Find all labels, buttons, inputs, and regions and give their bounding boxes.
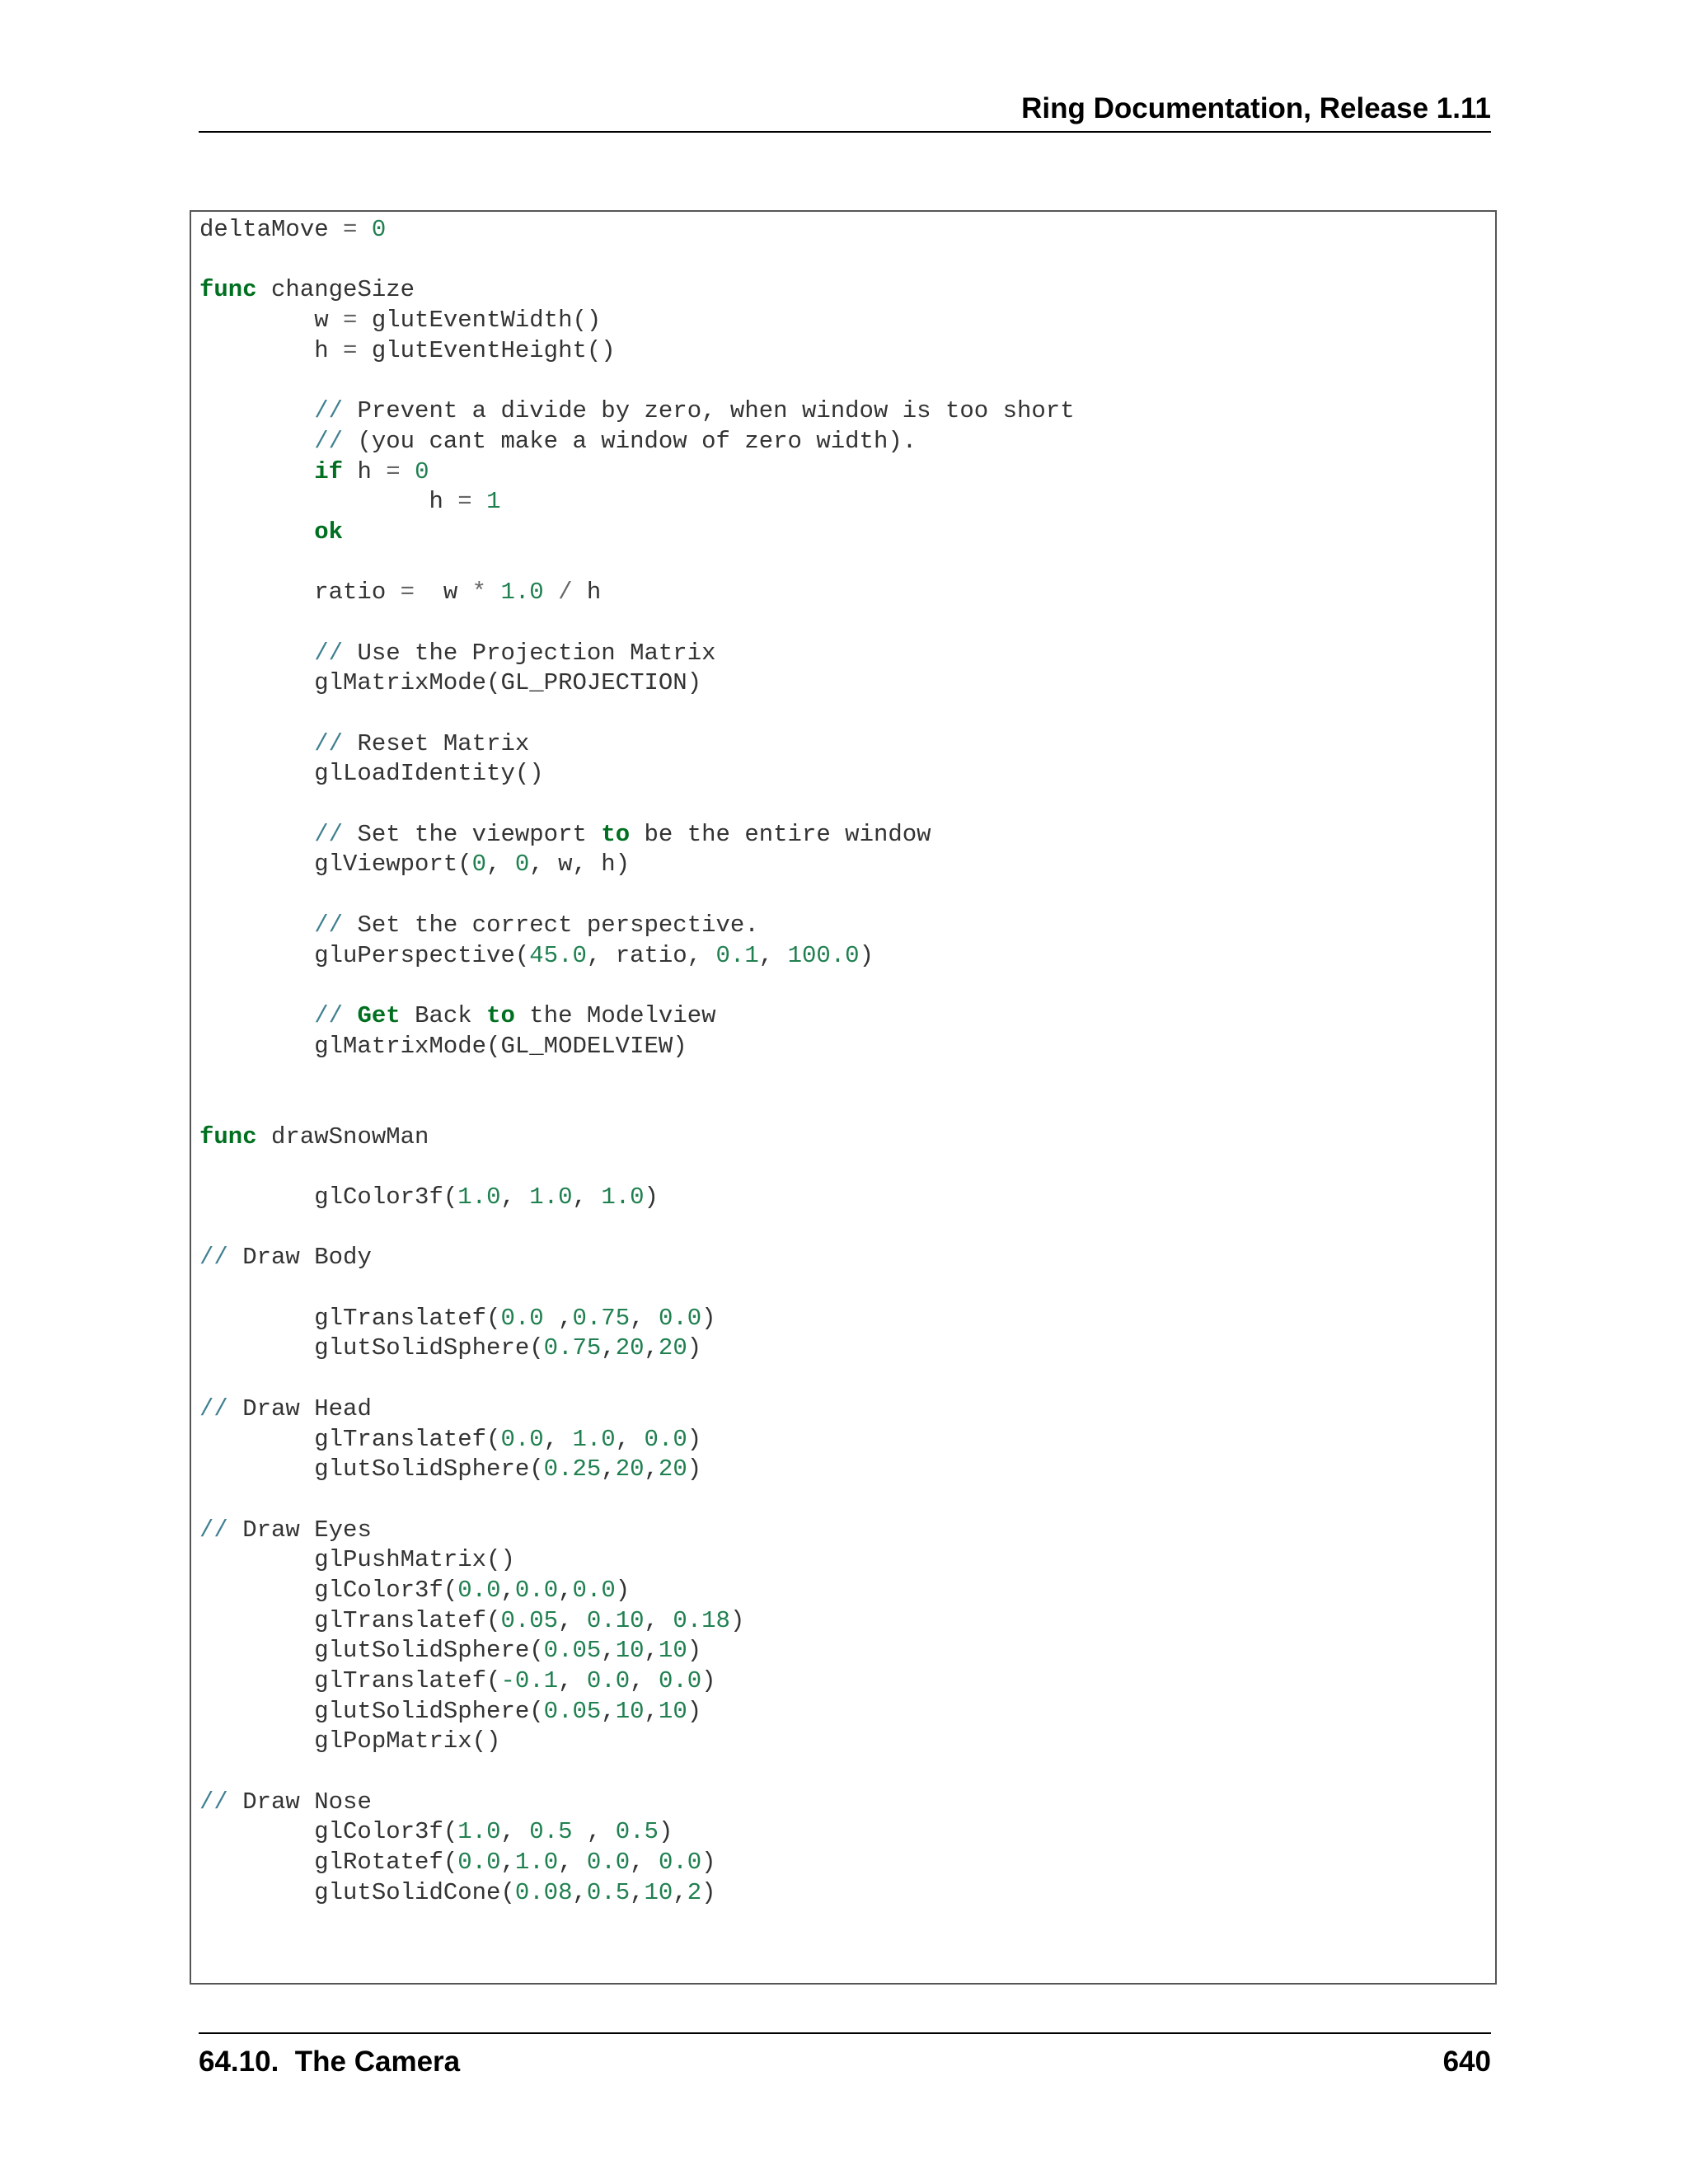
code-line [199, 336, 1075, 367]
code-comment: // [314, 729, 344, 757]
code-line [199, 396, 1075, 427]
code-text [486, 579, 500, 606]
code-number: 10 [615, 1637, 645, 1665]
code-comment: // [199, 1244, 228, 1272]
code-keyword: to [601, 820, 631, 848]
code-text: glColor3f( [199, 1818, 458, 1846]
code-number: 0 [514, 851, 530, 879]
code-operator: = [343, 307, 358, 335]
code-line [199, 1394, 1075, 1425]
code-text: w [199, 307, 344, 335]
code-text: , ratio, [586, 941, 716, 969]
code-text: Reset Matrix [343, 729, 530, 757]
code-text [343, 1002, 357, 1029]
code-operator: = [457, 488, 472, 516]
page-number: 640 [1442, 2046, 1491, 2078]
code-number: 1 [486, 488, 501, 516]
code-line [199, 1183, 1075, 1213]
code-text: ) [687, 1697, 702, 1725]
code-number: -0.1 [500, 1667, 559, 1694]
code-text: ) [701, 1849, 716, 1877]
code-line [199, 639, 1075, 669]
code-operator: = [343, 216, 358, 243]
code-text: Draw Eyes [227, 1516, 372, 1544]
code-text: , w, h) [529, 851, 631, 879]
code-operator: = [386, 457, 401, 485]
code-text: drawSnowMan [256, 1122, 429, 1151]
code-line [199, 941, 1075, 972]
code-line [199, 880, 1075, 911]
code-number: 0.10 [586, 1606, 645, 1634]
code-line [199, 1001, 1075, 1032]
code-text: the Modelview [514, 1001, 716, 1029]
code-keyword: Get [357, 1001, 401, 1029]
code-number: 0.75 [572, 1304, 631, 1332]
code-line [199, 1697, 1075, 1727]
code-text: , [644, 1697, 659, 1725]
code-line [199, 1666, 1075, 1697]
code-number: 2 [687, 1878, 702, 1906]
code-keyword: to [486, 1001, 515, 1029]
code-text: , [630, 1849, 659, 1877]
code-comment: // [314, 427, 344, 455]
code-number: 0.0 [500, 1304, 544, 1332]
code-text: Prevent a divide by zero, when window is too short [343, 397, 1075, 425]
code-number: 0.0 [586, 1667, 631, 1694]
code-text: glMatrixMode(GL_MODELVIEW) [199, 1032, 687, 1060]
code-number: 0.0 [500, 1425, 544, 1453]
code-number: 0.75 [543, 1334, 602, 1362]
code-text [199, 518, 314, 546]
code-text: , [486, 851, 515, 879]
code-line [199, 608, 1075, 639]
code-number: 0.1 [715, 941, 759, 969]
code-text: , [601, 1637, 616, 1665]
code-text [199, 821, 314, 848]
code-text: , [558, 1667, 587, 1694]
code-text: deltaMove [199, 216, 344, 243]
code-line [199, 820, 1075, 851]
code-line [199, 729, 1075, 760]
code-line [199, 1032, 1075, 1062]
code-text [401, 458, 415, 485]
code-text [199, 458, 314, 485]
code-comment: // [199, 1516, 228, 1544]
code-text: , [601, 1697, 616, 1725]
code-line [199, 1485, 1075, 1516]
code-text: , [500, 1183, 530, 1211]
code-text: glViewport( [199, 851, 472, 879]
code-number: 0.05 [500, 1606, 559, 1634]
code-number: 0.05 [543, 1637, 602, 1665]
code-number: 0 [371, 216, 387, 243]
code-line [199, 1606, 1075, 1637]
code-number: 0.25 [543, 1455, 602, 1483]
code-text: h [343, 457, 387, 485]
code-text: glTranslatef( [199, 1606, 501, 1634]
code-number: 0.0 [644, 1425, 687, 1453]
code-line [199, 1757, 1075, 1788]
code-text: , [572, 1183, 602, 1211]
code-text: ) [615, 1576, 631, 1604]
code-line [199, 1092, 1075, 1122]
code-text: glutSolidSphere( [199, 1697, 544, 1725]
code-line [199, 1425, 1075, 1455]
code-text: glutSolidSphere( [199, 1334, 544, 1362]
code-comment: // [314, 639, 344, 667]
code-comment: // [314, 911, 344, 939]
code-number: 0.5 [529, 1818, 573, 1846]
code-text: , [673, 1878, 687, 1906]
code-text [199, 730, 314, 757]
code-text: , [500, 1818, 530, 1846]
code-number: 0.08 [514, 1878, 573, 1906]
code-text: ) [701, 1304, 716, 1332]
code-number: 0.0 [658, 1667, 702, 1694]
code-text: glColor3f( [199, 1183, 458, 1211]
code-number: 0 [415, 457, 429, 485]
code-text: ) [644, 1183, 659, 1211]
code-text [199, 397, 314, 424]
code-text: glLoadIdentity() [199, 760, 544, 788]
code-number: 20 [658, 1455, 687, 1483]
code-line [199, 790, 1075, 820]
code-number: 1.0 [529, 1183, 573, 1211]
code-text: , [644, 1606, 673, 1634]
code-text: h [199, 488, 458, 516]
code-text: changeSize [256, 276, 415, 304]
code-text: , [572, 1818, 616, 1846]
code-lines [199, 215, 1075, 1909]
code-text: glTranslatef( [199, 1304, 501, 1332]
code-line [199, 487, 1075, 518]
code-line [199, 1636, 1075, 1666]
code-number: 20 [615, 1334, 645, 1362]
code-line [199, 1213, 1075, 1244]
code-number: 0.5 [615, 1818, 659, 1846]
code-keyword: func [199, 1122, 257, 1151]
code-number: 0 [471, 851, 487, 879]
code-text: , [644, 1637, 659, 1665]
code-line [199, 1152, 1075, 1183]
code-text: ) [687, 1425, 702, 1453]
code-text: Set the viewport [343, 820, 602, 848]
code-text: h [199, 336, 344, 364]
code-text: , [601, 1334, 616, 1362]
code-number: 10 [644, 1878, 673, 1906]
code-line [199, 457, 1075, 488]
code-line [199, 1817, 1075, 1848]
code-line [199, 275, 1075, 306]
code-line [199, 1273, 1075, 1304]
code-line [199, 246, 1075, 276]
code-line [199, 1516, 1075, 1546]
code-number: 0.5 [586, 1878, 631, 1906]
code-line [199, 1878, 1075, 1909]
code-number: 1.0 [601, 1183, 645, 1211]
code-operator: / [558, 579, 573, 607]
code-keyword: if [314, 457, 344, 485]
document-title: Ring Documentation, Release 1.11 [1021, 92, 1491, 124]
code-text: glRotatef( [199, 1849, 458, 1877]
code-line [199, 1122, 1075, 1153]
code-line [199, 1062, 1075, 1092]
page-header [199, 92, 1491, 133]
code-number: 20 [658, 1334, 687, 1362]
code-text: ) [701, 1667, 716, 1694]
code-text: , [644, 1455, 659, 1483]
code-text: Set the correct perspective. [343, 911, 759, 939]
code-number: 0.18 [673, 1606, 730, 1634]
page-footer [199, 2032, 1491, 2078]
code-text: , [558, 1606, 587, 1634]
code-block [190, 210, 1497, 1985]
code-text: ) [687, 1334, 702, 1362]
code-text [357, 216, 371, 243]
code-number: 10 [658, 1637, 687, 1665]
code-number: 0.05 [543, 1697, 602, 1725]
code-text: ratio [199, 579, 401, 607]
code-text [472, 488, 486, 515]
code-text: glColor3f( [199, 1576, 458, 1604]
code-text: glutSolidCone( [199, 1878, 515, 1906]
code-line [199, 1243, 1075, 1273]
code-text [199, 912, 314, 939]
code-line [199, 1455, 1075, 1485]
code-text: , [644, 1334, 659, 1362]
code-comment: // [199, 1394, 228, 1422]
code-text: ) [859, 941, 874, 969]
code-operator: = [400, 579, 415, 607]
code-number: 0.0 [658, 1304, 702, 1332]
code-line [199, 699, 1075, 729]
code-text: glutEventWidth() [357, 307, 602, 335]
code-line [199, 971, 1075, 1001]
code-comment: // [199, 1788, 228, 1816]
code-line [199, 518, 1075, 548]
code-number: 0.0 [572, 1576, 616, 1604]
code-text: ) [687, 1455, 702, 1483]
code-line [199, 850, 1075, 880]
code-number: 1.0 [572, 1425, 616, 1453]
code-line [199, 1788, 1075, 1818]
code-line [199, 427, 1075, 457]
code-text: , [500, 1849, 515, 1877]
code-line [199, 1545, 1075, 1576]
code-line [199, 911, 1075, 941]
code-comment: // [314, 397, 344, 425]
code-number: 1.0 [457, 1183, 501, 1211]
section-title: 64.10. The Camera [199, 2046, 461, 2078]
code-text: , [630, 1667, 659, 1694]
code-line [199, 1576, 1075, 1606]
code-text: glMatrixMode(GL_PROJECTION) [199, 669, 702, 697]
code-text [199, 640, 314, 667]
code-text: glPopMatrix() [199, 1727, 501, 1755]
code-keyword: ok [314, 518, 344, 546]
code-text: ) [658, 1818, 673, 1846]
code-text: , [630, 1878, 645, 1906]
code-line [199, 1727, 1075, 1757]
code-line [199, 548, 1075, 579]
code-text: , [500, 1576, 515, 1604]
code-line [199, 668, 1075, 699]
code-text: Draw Head [227, 1394, 372, 1422]
code-text [199, 428, 314, 455]
code-text: , [558, 1849, 587, 1877]
code-line [199, 215, 1075, 246]
code-number: 45.0 [529, 941, 587, 969]
code-text: glTranslatef( [199, 1425, 501, 1453]
code-operator: * [471, 579, 487, 607]
code-text: gluPerspective( [199, 941, 530, 969]
code-text: h [572, 579, 602, 607]
code-text: w [415, 579, 472, 607]
code-text: , [543, 1425, 573, 1453]
code-line [199, 759, 1075, 790]
code-line [199, 578, 1075, 608]
code-text: ) [701, 1878, 716, 1906]
code-number: 0.0 [514, 1576, 559, 1604]
code-text: , [558, 1576, 573, 1604]
code-number: 0.0 [658, 1849, 702, 1877]
code-text: glutEventHeight() [357, 336, 616, 364]
code-line [199, 1364, 1075, 1394]
code-text: ) [687, 1637, 702, 1665]
code-number: 10 [658, 1697, 687, 1725]
code-text: glPushMatrix() [199, 1546, 515, 1574]
code-number: 1.0 [514, 1849, 559, 1877]
code-text: , [615, 1425, 645, 1453]
code-line [199, 1333, 1075, 1364]
code-text: ) [729, 1606, 745, 1634]
code-text: glutSolidSphere( [199, 1637, 544, 1665]
code-text: Draw Body [227, 1244, 372, 1272]
code-keyword: func [199, 276, 257, 304]
code-text: glutSolidSphere( [199, 1455, 544, 1483]
code-line [199, 1848, 1075, 1878]
code-line [199, 306, 1075, 336]
code-text: , [572, 1878, 587, 1906]
code-text: , [758, 941, 788, 969]
code-number: 10 [615, 1697, 645, 1725]
code-text: be the entire window [630, 820, 931, 848]
code-text [544, 579, 558, 606]
code-text: glTranslatef( [199, 1667, 501, 1694]
code-text: , [543, 1304, 573, 1332]
code-text: Draw Nose [227, 1788, 372, 1816]
code-line [199, 1304, 1075, 1334]
code-text: , [630, 1304, 659, 1332]
code-number: 1.0 [500, 579, 544, 607]
code-number: 20 [615, 1455, 645, 1483]
code-line [199, 366, 1075, 396]
code-comment: // [314, 820, 344, 848]
code-number: 0.0 [457, 1576, 501, 1604]
code-number: 0.0 [457, 1849, 501, 1877]
code-number: 1.0 [457, 1818, 501, 1846]
code-operator: = [343, 336, 358, 364]
code-comment: // [314, 1001, 344, 1029]
code-text: Use the Projection Matrix [343, 639, 716, 667]
code-text: , [601, 1455, 616, 1483]
code-number: 100.0 [787, 941, 860, 969]
code-number: 0.0 [586, 1849, 631, 1877]
code-text: Back [400, 1001, 487, 1029]
code-text: (you cant make a window of zero width). [343, 427, 917, 455]
code-text [199, 1002, 314, 1029]
